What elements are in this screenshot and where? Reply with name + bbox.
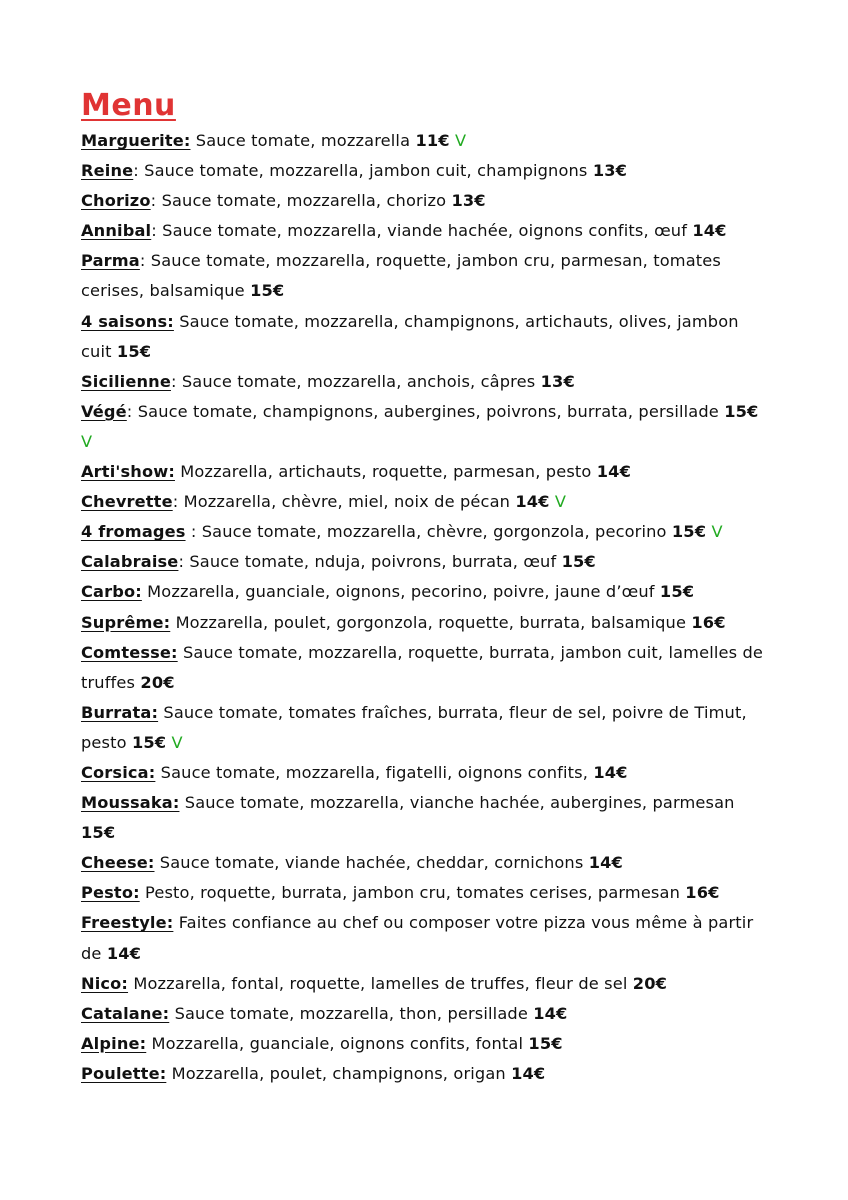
- vegetarian-mark: V: [81, 431, 93, 451]
- pizza-ingredients: Sauce tomate, tomates fraîches, burrata, fleur de sel, poivre de Timut, pesto: [81, 702, 747, 752]
- pizza-ingredients: Mozzarella, guanciale, oignons confits, fontal: [151, 1033, 524, 1053]
- menu-item: [81, 186, 771, 216]
- vegetarian-mark: V: [711, 522, 723, 542]
- pizza-ingredients: Sauce tomate, mozzarella, chèvre, gorgonzola, pecorino: [201, 522, 667, 542]
- pizza-price: 14€: [106, 943, 142, 963]
- pizza-ingredients: Sauce tomate, mozzarella, thon, persillade: [174, 1003, 528, 1023]
- menu-page: [81, 86, 771, 1089]
- pizza-ingredients: Faites confiance au chef ou composer votre pizza vous même à partir de: [81, 913, 754, 963]
- pizza-name: Comtesse:: [81, 642, 178, 662]
- pizza-name: Nico:: [81, 973, 129, 993]
- pizza-ingredients: Sauce tomate, mozzarella, champignons, artichauts, olives, jambon cuit: [81, 311, 739, 361]
- menu-list: [81, 126, 771, 1089]
- pizza-name: Reine: [81, 161, 134, 181]
- menu-item: [81, 517, 771, 547]
- pizza-ingredients: Sauce tomate, mozzarella: [195, 131, 411, 150]
- pizza-price: 20€: [140, 672, 175, 692]
- vegetarian-mark: V: [171, 732, 183, 752]
- pizza-name: Parma: [81, 251, 140, 271]
- pizza-name: Annibal: [81, 221, 152, 241]
- menu-item: [81, 969, 771, 999]
- pizza-ingredients: Mozzarella, fontal, roquette, lamelles de truffes, fleur de sel: [133, 973, 628, 993]
- pizza-name: Suprême:: [81, 612, 171, 632]
- name-separator: :: [170, 371, 182, 391]
- vegetarian-mark: V: [454, 131, 467, 150]
- pizza-price: 15€: [250, 281, 285, 301]
- name-separator: :: [178, 552, 190, 572]
- pizza-name: Chevrette: [81, 492, 173, 512]
- menu-item: [81, 1059, 771, 1089]
- pizza-price: 15€: [659, 582, 695, 602]
- name-separator: :: [150, 191, 162, 211]
- pizza-name: Moussaka:: [81, 793, 180, 813]
- pizza-ingredients: Sauce tomate, mozzarella, jambon cuit, champignons: [144, 161, 588, 181]
- name-separator: :: [126, 401, 138, 421]
- pizza-name: Alpine:: [81, 1033, 147, 1053]
- menu-item: [81, 848, 771, 878]
- pizza-price: 15€: [724, 401, 759, 421]
- menu-item: [81, 457, 771, 487]
- menu-item: [81, 878, 771, 908]
- menu-item: [81, 367, 771, 397]
- pizza-ingredients: Sauce tomate, mozzarella, viande hachée, oignons confits, œuf: [162, 221, 688, 241]
- pizza-ingredients: Sauce tomate, champignons, aubergines, poivrons, burrata, persillade: [137, 401, 719, 421]
- pizza-name: Arti'show:: [81, 462, 175, 482]
- menu-item: [81, 547, 771, 577]
- menu-item: [81, 999, 771, 1029]
- pizza-ingredients: Sauce tomate, nduja, poivrons, burrata, œuf: [189, 552, 557, 572]
- pizza-ingredients: Sauce tomate, mozzarella, vianche hachée, aubergines, parmesan: [184, 793, 735, 813]
- pizza-name: Pesto:: [81, 883, 140, 903]
- pizza-price: 16€: [691, 612, 726, 632]
- pizza-name: Burrata:: [81, 702, 159, 722]
- menu-item: [81, 126, 771, 156]
- pizza-price: 14€: [596, 462, 631, 482]
- pizza-name: Marguerite:: [81, 131, 191, 150]
- menu-item: [81, 397, 771, 457]
- pizza-name: Carbo:: [81, 582, 142, 602]
- menu-item: [81, 216, 771, 246]
- name-separator: :: [139, 251, 151, 271]
- pizza-ingredients: Sauce tomate, mozzarella, figatelli, oignons confits,: [160, 762, 589, 782]
- name-separator: :: [185, 522, 202, 542]
- name-separator: :: [172, 492, 184, 512]
- pizza-ingredients: Sauce tomate, mozzarella, anchois, câpres: [181, 371, 536, 391]
- pizza-price: 16€: [685, 883, 720, 903]
- menu-item: [81, 608, 771, 638]
- pizza-price: 11€: [415, 131, 450, 150]
- pizza-name: Sicilienne: [81, 371, 171, 391]
- menu-item: [81, 156, 771, 186]
- menu-item: [81, 908, 771, 968]
- name-separator: :: [151, 221, 163, 241]
- pizza-name: 4 saisons:: [81, 311, 174, 331]
- pizza-price: 14€: [533, 1003, 568, 1023]
- menu-item: [81, 307, 771, 367]
- pizza-ingredients: Sauce tomate, mozzarella, roquette, jambon cru, parmesan, tomates cerises, balsamique: [81, 251, 721, 301]
- pizza-name: Végé: [81, 401, 127, 421]
- pizza-name: Chorizo: [81, 191, 151, 211]
- menu-item: [81, 246, 771, 306]
- menu-item: [81, 788, 771, 848]
- pizza-name: Freestyle:: [81, 913, 174, 933]
- pizza-price: 14€: [515, 492, 550, 512]
- pizza-price: 14€: [692, 221, 727, 241]
- pizza-price: 15€: [81, 823, 116, 843]
- menu-item: [81, 638, 771, 698]
- pizza-name: 4 fromages: [81, 522, 186, 542]
- menu-item: [81, 758, 771, 788]
- pizza-name: Calabraise: [81, 552, 179, 572]
- pizza-price: 15€: [131, 732, 167, 752]
- pizza-ingredients: Sauce tomate, viande hachée, cheddar, cornichons: [159, 853, 584, 873]
- pizza-ingredients: Mozzarella, artichauts, roquette, parmesan, pesto: [180, 462, 592, 482]
- pizza-name: Corsica:: [81, 762, 156, 782]
- menu-item: [81, 577, 771, 607]
- pizza-price: 20€: [632, 973, 668, 993]
- menu-item: [81, 698, 771, 758]
- pizza-ingredients: Mozzarella, chèvre, miel, noix de pécan: [183, 492, 511, 512]
- pizza-price: 15€: [561, 552, 596, 572]
- pizza-price: 14€: [593, 762, 628, 782]
- pizza-price: 15€: [671, 522, 707, 542]
- pizza-ingredients: Sauce tomate, mozzarella, chorizo: [161, 191, 447, 211]
- pizza-price: 14€: [511, 1063, 546, 1083]
- menu-item: [81, 1029, 771, 1059]
- pizza-ingredients: Sauce tomate, mozzarella, roquette, burrata, jambon cuit, lamelles de truffes: [81, 642, 764, 692]
- pizza-price: 13€: [451, 191, 486, 211]
- pizza-ingredients: Mozzarella, poulet, champignons, origan: [171, 1063, 506, 1083]
- menu-item: [81, 487, 771, 517]
- pizza-price: 13€: [592, 161, 628, 181]
- pizza-price: 13€: [540, 371, 575, 391]
- pizza-name: Cheese:: [81, 853, 155, 873]
- name-separator: :: [133, 161, 145, 181]
- pizza-ingredients: Mozzarella, poulet, gorgonzola, roquette, burrata, balsamique: [175, 612, 687, 632]
- pizza-name: Poulette:: [81, 1063, 167, 1083]
- pizza-name: Catalane:: [81, 1003, 170, 1023]
- pizza-price: 15€: [116, 341, 152, 361]
- pizza-price: 14€: [588, 853, 623, 873]
- menu-title: Menu: [81, 88, 176, 123]
- vegetarian-mark: V: [554, 492, 567, 512]
- pizza-price: 15€: [528, 1033, 563, 1053]
- pizza-ingredients: Pesto, roquette, burrata, jambon cru, tomates cerises, parmesan: [145, 883, 680, 903]
- pizza-ingredients: Mozzarella, guanciale, oignons, pecorino, poivre, jaune d’œuf: [147, 582, 655, 602]
